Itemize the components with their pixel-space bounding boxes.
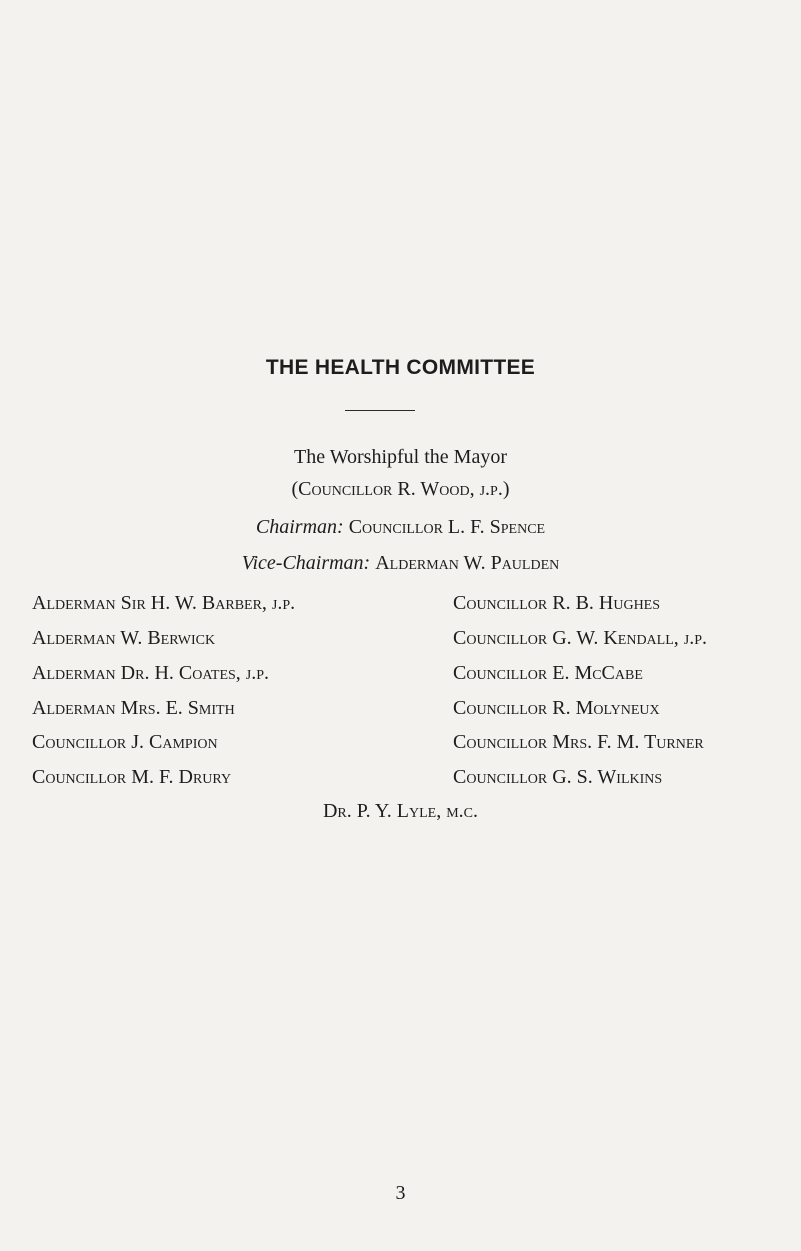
title-divider bbox=[345, 410, 415, 411]
member-left: Alderman W. Berwick bbox=[32, 627, 216, 649]
member-right: Councillor Mrs. F. M. Turner bbox=[453, 731, 704, 753]
member-left: Alderman Dr. H. Coates, j.p. bbox=[32, 662, 270, 684]
vice-chairman-line bbox=[0, 551, 801, 575]
vice-chairman-name: Alderman W. Paulden bbox=[375, 552, 560, 574]
vice-chairman-label: Vice-Chairman: bbox=[241, 552, 371, 574]
member-right: Councillor E. McCabe bbox=[453, 662, 643, 684]
member-left: Councillor M. F. Drury bbox=[32, 766, 232, 788]
member-left: Councillor J. Campion bbox=[32, 731, 218, 753]
member-right: Councillor G. S. Wilkins bbox=[453, 766, 663, 788]
chairman-line bbox=[0, 515, 801, 539]
chairman-name: Councillor L. F. Spence bbox=[348, 516, 546, 538]
final-member: Dr. P. Y. Lyle, m.c. bbox=[322, 800, 479, 822]
member-right: Councillor R. B. Hughes bbox=[453, 592, 661, 614]
page-title: THE HEALTH COMMITTEE bbox=[265, 356, 536, 379]
chairman-label: Chairman: bbox=[255, 516, 344, 538]
mayor-line: The Worshipful the Mayor bbox=[294, 446, 507, 468]
page-number: 3 bbox=[395, 1182, 406, 1204]
mayor-name: (Councillor R. Wood, j.p.) bbox=[291, 478, 510, 500]
member-left: Alderman Sir H. W. Barber, j.p. bbox=[32, 592, 296, 614]
member-right: Councillor G. W. Kendall, j.p. bbox=[453, 627, 708, 649]
member-right: Councillor R. Molyneux bbox=[453, 697, 660, 719]
member-left: Alderman Mrs. E. Smith bbox=[32, 697, 235, 719]
